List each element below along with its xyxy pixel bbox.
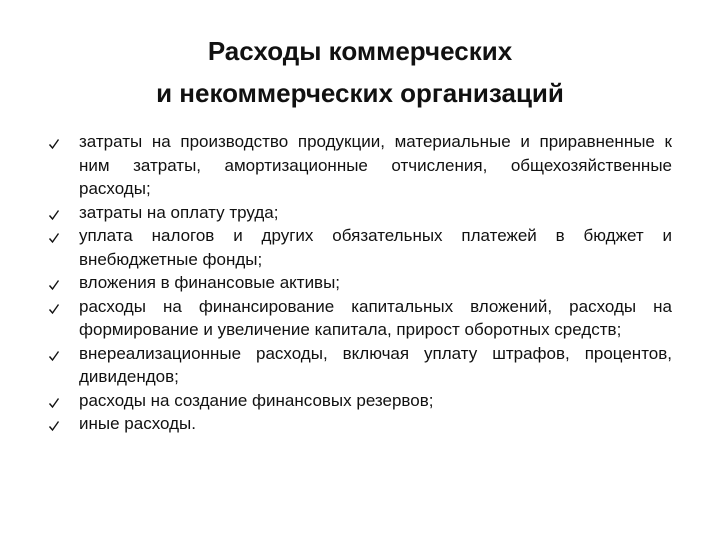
title-line-1: Расходы коммерческих <box>207 36 513 66</box>
title-line-2: и некоммерческих организаций <box>156 78 564 108</box>
list-item-text: расходы на финансирование капитальных вложений, расходы на формирование и увеличение капитала, прирост оборотных средств; <box>79 296 672 339</box>
checkmark-icon <box>48 138 60 150</box>
slide-title <box>40 30 680 114</box>
list-item-text: затраты на производство продукции, материальные и приравненные к ним затраты, амортизационные отчисления, общехозяйственные расходы; <box>79 132 672 198</box>
list-item <box>48 412 672 436</box>
list-item <box>48 224 672 271</box>
list-item <box>48 389 672 413</box>
expense-list <box>48 130 672 436</box>
list-item <box>48 271 672 295</box>
list-item-text: внереализационные расходы, включая уплату штрафов, процентов, дивидендов; <box>79 343 672 386</box>
checkmark-icon <box>48 279 60 291</box>
list-item <box>48 295 672 342</box>
checkmark-icon <box>48 303 60 315</box>
checkmark-icon <box>48 350 60 362</box>
list-item-text: уплата налогов и других обязательных платежей в бюджет и внебюджетные фонды; <box>79 226 672 269</box>
checkmark-icon <box>48 209 60 221</box>
list-item-text: расходы на создание финансовых резервов; <box>79 390 434 410</box>
list-item <box>48 201 672 225</box>
checkmark-icon <box>48 420 60 432</box>
checkmark-icon <box>48 232 60 244</box>
list-item-text: затраты на оплату труда; <box>79 202 279 222</box>
list-item-text: иные расходы. <box>79 414 196 433</box>
list-item <box>48 130 672 201</box>
checkmark-icon <box>48 397 60 409</box>
list-item-text: вложения в финансовые активы; <box>79 273 341 292</box>
list-item <box>48 342 672 389</box>
